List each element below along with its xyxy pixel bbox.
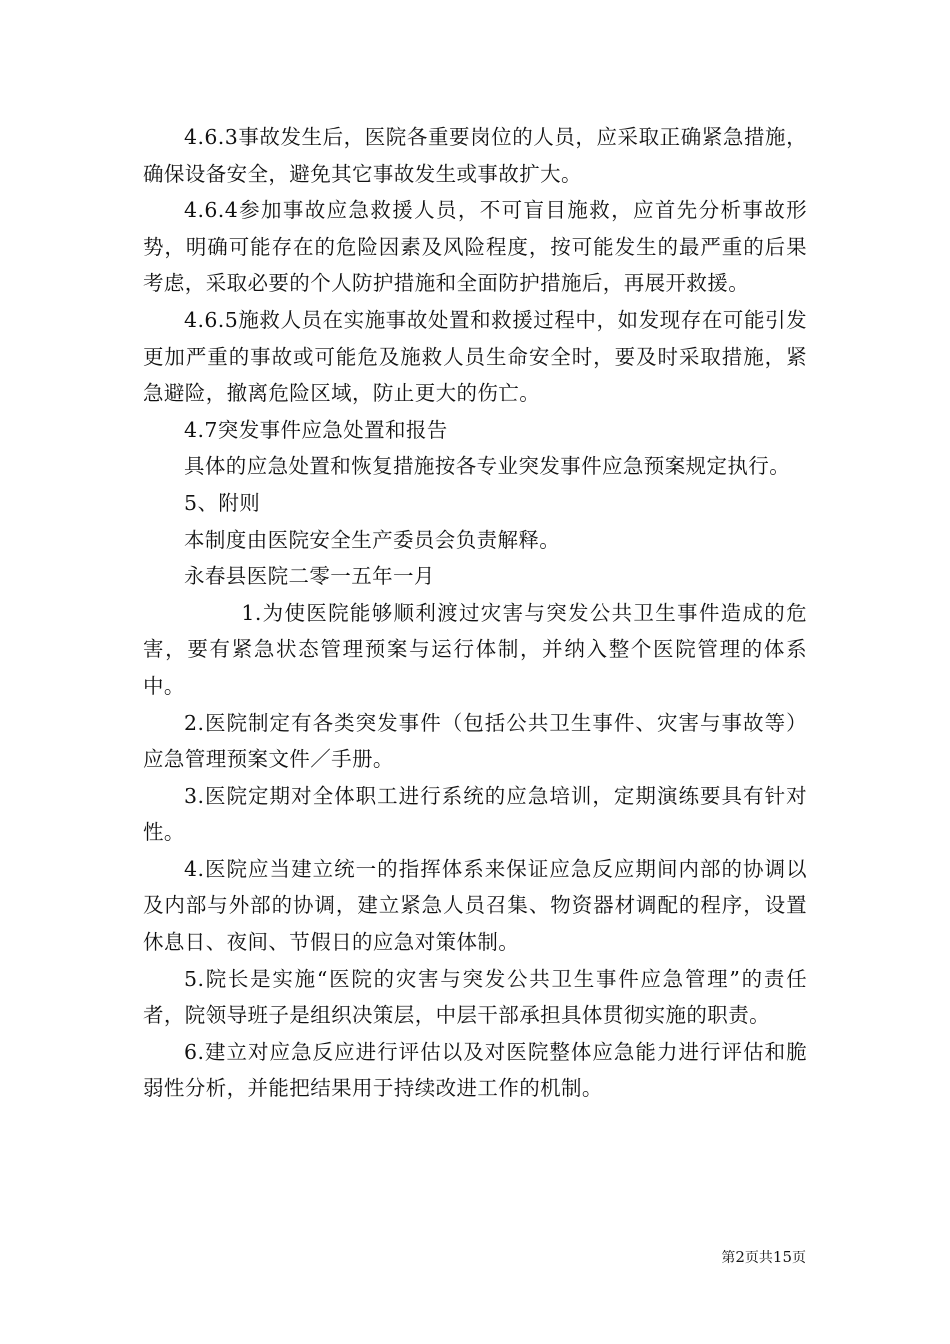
list-item-3: 3.医院定期对全体职工进行系统的应急培训，定期演练要具有针对性。 (143, 783, 807, 845)
footer-prefix: 第 (721, 1250, 736, 1266)
page-number-footer (0, 1248, 806, 1267)
section-heading-5: 5、附则 (184, 490, 261, 515)
list-item-2: 2.医院制定有各类突发事件（包括公共卫生事件、灾害与事故等）应急管理预案文件／手册。 (143, 710, 807, 772)
footer-middle: 页共 (744, 1250, 773, 1266)
footer-total-pages: 15 (772, 1248, 792, 1266)
list-item-6: 6.建立对应急反应进行评估以及对医院整体应急能力进行评估和脆弱性分析，并能把结果用于持续改进工作的机制。 (143, 1039, 807, 1101)
paragraph-4-6-3: 4.6.3事故发生后，医院各重要岗位的人员，应采取正确紧急措施，确保设备安全，避免其它事故发生或事故扩大。 (143, 125, 807, 186)
document-body (143, 119, 807, 1107)
footer-suffix: 页 (792, 1250, 806, 1266)
section-heading-4-7: 4.7突发事件应急处置和报告 (184, 417, 448, 442)
list-item-1: 1.为使医院能够顺利渡过灾害与突发公共卫生事件造成的危害，要有紧急状态管理预案与运行体制，并纳入整个医院管理的体系中。 (143, 600, 807, 698)
paragraph-4-6-4: 4.6.4参加事故应急救援人员，不可盲目施救，应首先分析事故形势，明确可能存在的危险因素及风险程度，按可能发生的最严重的后果考虑，采取必要的个人防护措施和全面防护措施后，再展开救援。 (143, 198, 807, 296)
paragraph-4-6-5: 4.6.5施救人员在实施事故处置和救援过程中，如发现存在可能引发更加严重的事故或可能危及施救人员生命安全时，要及时采取措施，紧急避险，撤离危险区域，防止更大的伤亡。 (143, 307, 807, 406)
list-item-4: 4.医院应当建立统一的指挥体系来保证应急反应期间内部的协调以及内部与外部的协调，建立紧急人员召集、物资器材调配的程序，设置休息日、夜间、节假日的应急对策体制。 (143, 856, 807, 955)
paragraph-4-7-body: 具体的应急处置和恢复措施按各专业突发事件应急预案规定执行。 (184, 454, 791, 479)
list-item-5: 5.院长是实施“医院的灾害与突发公共卫生事件应急管理”的责任者，院领导班子是组织决策层，中层干部承担具体贯彻实施的职责。 (143, 966, 807, 1028)
paragraph-interpretation: 本制度由医院安全生产委员会负责解释。 (184, 527, 561, 552)
paragraph-signature-date: 永春县医院二零一五年一月 (184, 564, 435, 589)
footer-current-page: 2 (735, 1248, 745, 1266)
